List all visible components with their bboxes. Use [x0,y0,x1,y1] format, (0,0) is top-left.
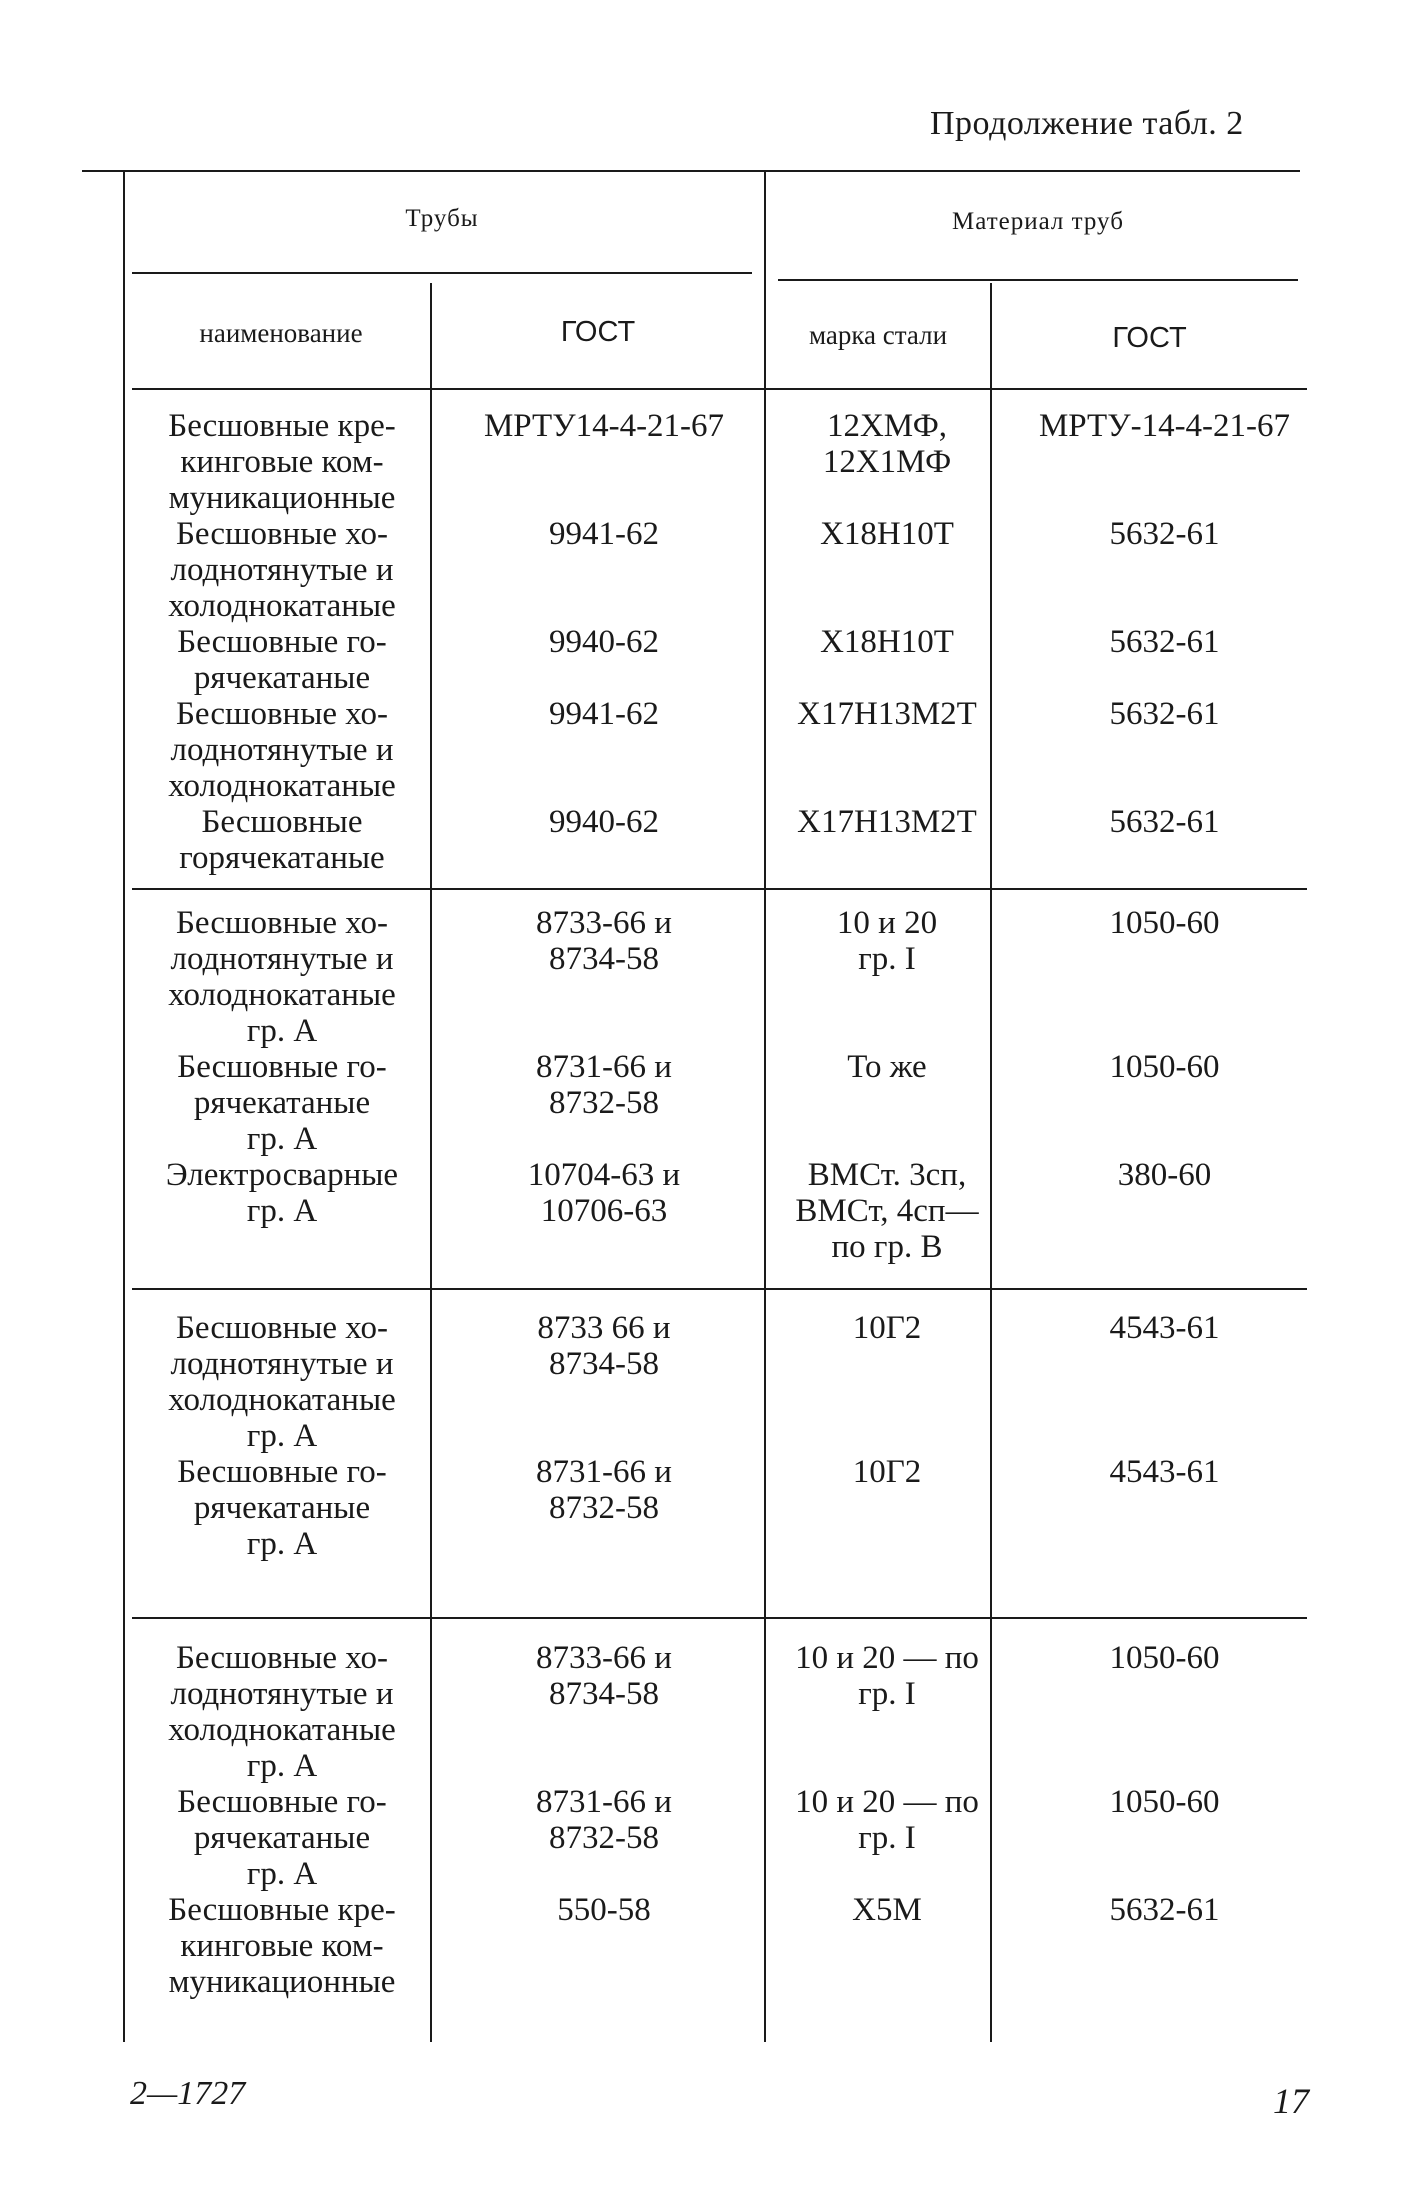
cell-line: 10704-63 и [527,1157,681,1193]
table-row [137,1049,1322,1157]
cell-line: 8731-66 и [536,1454,672,1490]
cell-line: кинговые ком- [180,444,384,480]
cell-line: Бесшовные го- [177,624,387,660]
cell-line: 9941-62 [549,516,659,552]
cell-line: 8732-58 [549,1085,659,1121]
cell-line: 12Х1МФ [822,444,952,480]
table-row [137,696,1322,804]
pipe-gost-cell [444,905,764,977]
material-gost-cell [1007,696,1322,732]
pipe-gost-cell [444,1892,764,1928]
material-gost-cell [1007,516,1322,552]
cell-line: Бесшовные го- [177,1454,387,1490]
cell-line: 8732-58 [549,1820,659,1856]
cell-line: лоднотянутые и [170,1346,394,1382]
cell-line: 8734-58 [549,1676,659,1712]
cell-line: 8731-66 и [536,1784,672,1820]
cell-line: Бесшовные хо- [175,1640,389,1676]
cell-line: рячекатаные [193,660,371,696]
cell-line: Бесшовные хо- [175,1310,389,1346]
gost-column-header: ГОСТ [560,316,636,348]
pipe-gost-cell [444,1049,764,1121]
table-continuation-label: Продолжение табл. 2 [930,105,1244,142]
steel-grade-cell [777,1049,997,1085]
cell-line: гр. I [858,941,916,977]
cell-line: лоднотянутые и [170,552,394,588]
cell-line: лоднотянутые и [170,941,394,977]
pipe-gost-cell [444,1454,764,1526]
pipe-gost-cell [444,624,764,660]
cell-line: ВМСт. 3сп, [807,1157,967,1193]
table-row [137,1157,1322,1265]
material-gost-cell [1007,624,1322,660]
cell-line: по гр. В [831,1229,943,1265]
table-row [137,905,1322,1049]
table-row [137,624,1322,696]
material-gost-cell [1007,1454,1322,1490]
pipe-name-cell [137,804,427,876]
cell-line: 1050-60 [1109,905,1220,941]
group-separator [132,1617,1307,1619]
table-row [137,408,1322,516]
pipe-gost-cell [444,804,764,840]
cell-line: холоднокатаные [168,768,396,804]
material-gost-cell [1007,1640,1322,1676]
material-header-underline [778,279,1298,281]
steel-grade-cell [777,624,997,660]
cell-line: гр. А [246,1418,318,1454]
cell-line: кинговые ком- [180,1928,384,1964]
cell-line: Бесшовные [201,804,363,840]
material-gost-cell [1007,1310,1322,1346]
cell-line: 8734-58 [549,941,659,977]
cell-line: 10 и 20 — по [795,1784,979,1820]
header-bottom-rule [132,388,1307,390]
steel-grade-cell [777,1892,997,1928]
cell-line: МРТУ14-4-21-67 [483,408,725,444]
cell-line: Бесшовные кре- [168,408,396,444]
steel-grade-cell [777,905,997,977]
cell-line: лоднотянутые и [170,1676,394,1712]
group-separator [132,888,1307,890]
cell-line: гр. I [858,1820,916,1856]
pipe-name-cell [137,696,427,804]
cell-line: Бесшовные кре- [168,1892,396,1928]
cell-line: Х17Н13М2Т [797,696,977,732]
cell-line: гр. А [246,1013,318,1049]
pipe-name-cell [137,1640,427,1784]
pipe-gost-cell [444,1640,764,1712]
cell-line: Бесшовные хо- [175,696,389,732]
table-row [137,1784,1322,1892]
cell-line: 550-58 [557,1892,651,1928]
pipes-header-underline [132,272,752,274]
cell-line: Х17Н13М2Т [797,804,977,840]
table-row [137,1892,1322,2000]
cell-line: 10Г2 [852,1454,922,1490]
cell-line: 5632-61 [1109,696,1220,732]
pipe-name-cell [137,1310,427,1454]
pipe-name-cell [137,1892,427,2000]
print-code: 2—1727 [130,2075,246,2112]
cell-line: холоднокатаные [168,588,396,624]
material-gost-cell [1007,408,1322,444]
cell-line: 8733 66 и [537,1310,671,1346]
cell-line: ВМСт, 4сп— [795,1193,979,1229]
table-row [137,1640,1322,1784]
cell-line: 8734-58 [549,1346,659,1382]
material-gost-cell [1007,1892,1322,1928]
cell-line: 1050-60 [1109,1640,1220,1676]
pipe-name-cell [137,1157,427,1229]
table-row [137,1454,1322,1562]
cell-line: Бесшовные го- [177,1049,387,1085]
pipe-gost-cell [444,1157,764,1229]
pipe-name-cell [137,1784,427,1892]
pipe-name-cell [137,1454,427,1562]
row-group [137,408,1322,876]
pipe-material-header: Материал труб [952,208,1124,235]
cell-line: 9941-62 [549,696,659,732]
cell-line: 4543-61 [1109,1310,1220,1346]
pipe-name-cell [137,1049,427,1157]
cell-line: Бесшовные хо- [175,516,389,552]
material-gost-cell [1007,905,1322,941]
steel-grade-column-header: марка стали [808,320,948,350]
material-gost-cell [1007,1784,1322,1820]
material-gost-cell [1007,1157,1322,1193]
cell-line: 8732-58 [549,1490,659,1526]
cell-line: 9940-62 [549,804,659,840]
steel-grade-cell [777,804,997,840]
pipes-header: Трубы [405,205,479,232]
group-separator [132,1288,1307,1290]
cell-line: лоднотянутые и [170,732,394,768]
pipe-gost-cell [444,1784,764,1856]
cell-line: 1050-60 [1109,1049,1220,1085]
steel-grade-cell [777,1784,997,1856]
pipe-name-cell [137,905,427,1049]
cell-line: Х18Н10Т [820,516,954,552]
steel-grade-cell [777,1157,997,1265]
steel-grade-cell [777,1640,997,1712]
row-group [137,1640,1322,2030]
pipe-gost-cell [444,696,764,732]
cell-line: МРТУ-14-4-21-67 [1038,408,1291,444]
cell-line: рячекатаные [193,1820,371,1856]
cell-line: холоднокатаные [168,977,396,1013]
cell-line: 1050-60 [1109,1784,1220,1820]
cell-line: 5632-61 [1109,804,1220,840]
pipe-gost-cell [444,516,764,552]
steel-grade-cell [777,516,997,552]
cell-line: 10 и 20 — по [795,1640,979,1676]
page-number: 17 [1273,2081,1309,2121]
pipe-name-cell [137,408,427,516]
cell-line: Бесшовные хо- [175,905,389,941]
cell-line: муникационные [168,1964,396,2000]
steel-grade-cell [777,1454,997,1490]
cell-line: 8731-66 и [536,1049,672,1085]
cell-line: Бесшовные го- [177,1784,387,1820]
pipe-name-cell [137,516,427,624]
cell-line: 10Г2 [852,1310,922,1346]
cell-line: холоднокатаные [168,1382,396,1418]
cell-line: 5632-61 [1109,624,1220,660]
cell-line: 5632-61 [1109,1892,1220,1928]
cell-line: гр. А [246,1856,318,1892]
cell-line: То же [847,1049,927,1085]
material-gost-column-header: ГОСТ [1112,322,1187,354]
cell-line: Электросварные [165,1157,399,1193]
table-row [137,1310,1322,1454]
cell-line: гр. А [246,1193,318,1229]
cell-line: 8733-66 и [536,905,672,941]
cell-line: 12ХМФ, [826,408,948,444]
cell-line: 8733-66 и [536,1640,672,1676]
cell-line: 5632-61 [1109,516,1220,552]
cell-line: 4543-61 [1109,1454,1220,1490]
steel-grade-cell [777,696,997,732]
material-gost-cell [1007,1049,1322,1085]
cell-line: 9940-62 [549,624,659,660]
table-top-rule [82,170,1300,172]
table-row [137,804,1322,876]
pipe-name-cell [137,624,427,696]
cell-line: гр. А [246,1121,318,1157]
table-row [137,516,1322,624]
steel-grade-cell [777,1310,997,1346]
cell-line: 10 и 20 [836,905,938,941]
cell-line: рячекатаные [193,1085,371,1121]
material-gost-cell [1007,804,1322,840]
cell-line: Х18Н10Т [820,624,954,660]
cell-line: холоднокатаные [168,1712,396,1748]
cell-line: 10706-63 [540,1193,668,1229]
cell-line: муникационные [168,480,396,516]
name-column-header: наименование [199,318,363,348]
row-group [137,1310,1322,1610]
row-group [137,905,1322,1275]
steel-grade-cell [777,408,997,480]
cell-line: гр. А [246,1748,318,1784]
table-left-border [123,172,125,2042]
cell-line: гр. I [858,1676,916,1712]
cell-line: рячекатаные [193,1490,371,1526]
cell-line: гр. А [246,1526,318,1562]
pipe-gost-cell [444,408,764,444]
cell-line: горячекатаные [179,840,385,876]
cell-line: Х5М [852,1892,922,1928]
pipe-gost-cell [444,1310,764,1382]
cell-line: 380-60 [1117,1157,1212,1193]
